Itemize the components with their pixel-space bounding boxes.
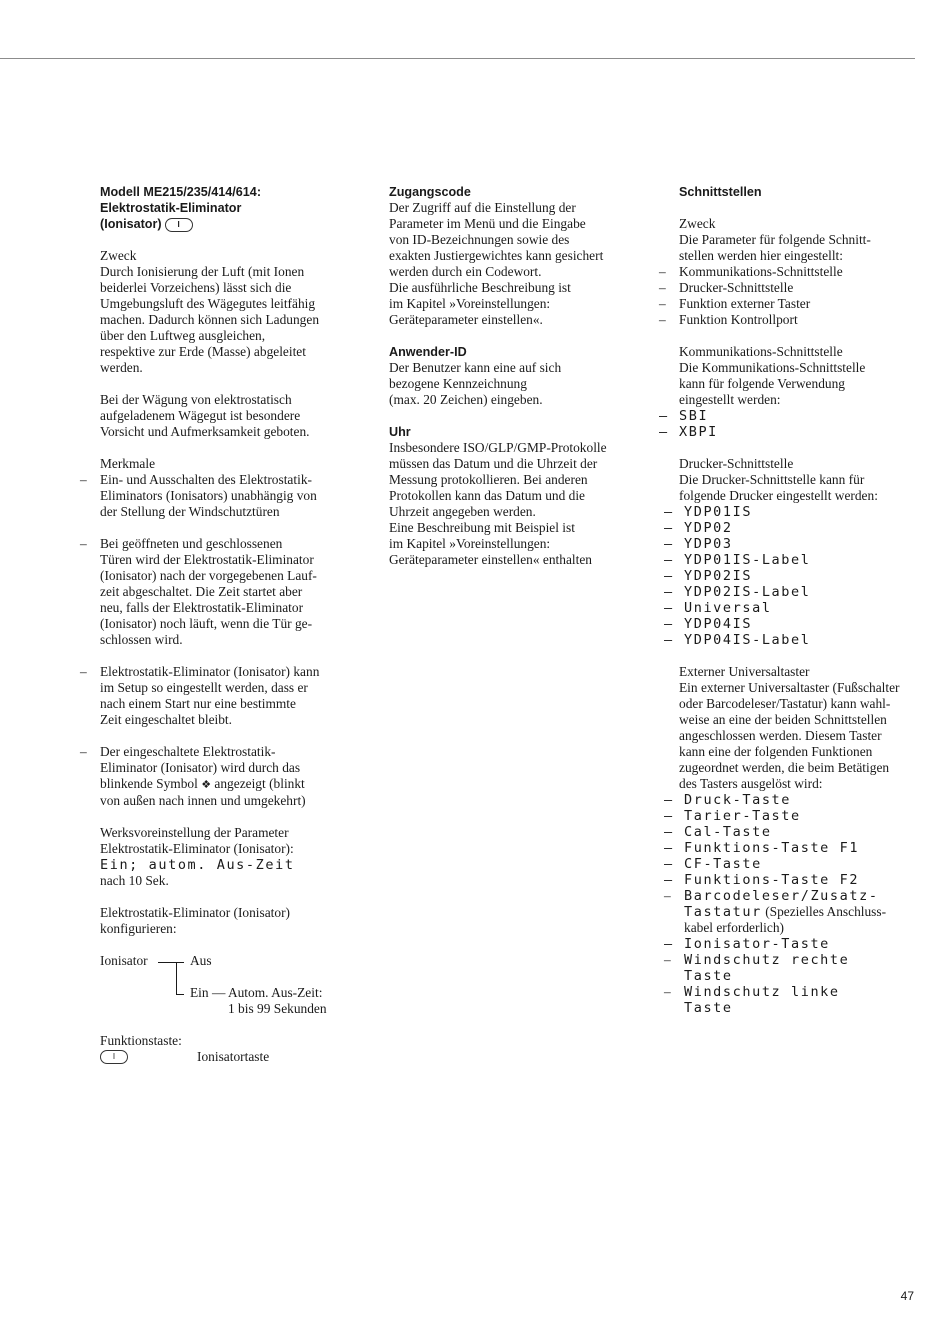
tree-branch (176, 962, 177, 994)
column-ionisator (100, 184, 350, 1065)
list-item: – Drucker-Schnittstelle (679, 280, 924, 296)
merkmal-item: – Elektrostatik-Eliminator (Ionisator) kann im Setup so eingestellt werden, dass er nach einem Start nur eine bestimmte Zeit eingeschaltet bleibt. (100, 664, 350, 728)
drucker-text: Die Drucker-Schnittstelle kann für folgende Drucker eingestellt werden: (679, 472, 878, 503)
list-item: – Cal-Taste (684, 824, 924, 840)
list-item: – Windschutz rechte Taste (684, 952, 924, 984)
zugangscode-text: Der Zugriff auf die Einstellung der Parameter im Menü und die Eingabe von ID-Bezeichnungen sowie des exakten Justiergewichtes kann gesichert werden durch ein Codewort. Die ausführliche Beschreibung ist im Kapitel »Voreinstellungen: Geräteparameter einstellen«. (389, 200, 604, 327)
list-item: – Ionisator-Taste (684, 936, 924, 952)
list-item: – YDP04IS-Label (684, 632, 924, 648)
list-item: – XBPI (679, 424, 924, 440)
tree-root: Ionisator (100, 953, 148, 968)
list-item: – YDP02 (684, 520, 924, 536)
funktionstaste-title: Funktionstaste: (100, 1033, 182, 1048)
schnittstellen-title: Schnittstellen (679, 185, 762, 199)
list-item: – Funktions-Taste F1 (684, 840, 924, 856)
config-text: Elektrostatik-Eliminator (Ionisator) konfigurieren: (100, 905, 291, 936)
anwender-title: Anwender-ID (389, 345, 467, 359)
uhr-text: Insbesondere ISO/GLP/GMP-Protokolle müssen das Datum und die Uhrzeit der Messung protokollieren. Bei anderen Protokollen kann das Datum und die Uhrzeit angegeben werden. Eine Beschreibung mit Beispiel ist im Kapitel »Voreinstellungen: Geräteparameter einstellen« enthalten (389, 440, 607, 567)
werks-default-value: Ein; autom. Aus-Zeit (100, 857, 295, 873)
komm-title: Kommunikations-Schnittstelle (679, 344, 843, 359)
page-number: 47 (900, 1289, 914, 1303)
anwender-text: Der Benutzer kann eine auf sich bezogene Kennzeichnung (max. 20 Zeichen) eingeben. (389, 360, 562, 407)
zweck-title: Zweck (100, 248, 137, 263)
list-item: – CF-Taste (684, 856, 924, 872)
list-item: – YDP03 (684, 536, 924, 552)
list-item: – Universal (684, 600, 924, 616)
tree-option-aus: Aus (190, 953, 212, 968)
list-item: – YDP04IS (684, 616, 924, 632)
drucker-title: Drucker-Schnittstelle (679, 456, 794, 471)
zweck-text: Durch Ionisierung der Luft (mit Ionen beiderlei Vorzeichens) lässt sich die Umgebungsluft des Wägegutes leitfähig machen. Dadurch können sich Ladungen über den Luftweg ausgleichen, respektive zur Erde (Masse) abgeleitet werden. (100, 264, 320, 375)
list-item: – YDP02IS (684, 568, 924, 584)
uhr-title: Uhr (389, 425, 411, 439)
column-schnittstellen (679, 184, 924, 1016)
schnitt-zweck-text: Die Parameter für folgende Schnitt- stellen werden hier eingestellt: (679, 232, 871, 263)
ionisator-key-icon: I (100, 1050, 128, 1064)
schnitt-zweck-title: Zweck (679, 216, 716, 231)
tree-option-ein: Ein — Autom. Aus-Zeit: (190, 985, 323, 1000)
list-item: – YDP01IS (684, 504, 924, 520)
ionisator-key-icon: I (165, 218, 193, 232)
list-item: – Kommunikations-Schnittstelle (679, 264, 924, 280)
funktionstaste-label: Ionisatortaste (197, 1049, 270, 1064)
top-rule (0, 58, 915, 59)
list-item: – Barcodeleser/Zusatz- Tastatur (Spezielles Anschluss- kabel erforderlich) (684, 888, 924, 936)
extern-title: Externer Universaltaster (679, 664, 810, 679)
caution-text: Bei der Wägung von elektrostatisch aufgeladenem Wägegut ist besondere Vorsicht und Aufmerksamkeit geboten. (100, 392, 310, 439)
list-item: – Funktion externer Taster (679, 296, 924, 312)
tree-branch (176, 994, 184, 995)
merkmal-item: – Bei geöffneten und geschlossenen Türen wird der Elektrostatik-Eliminator (Ionisator) nach der vorgegebenen Lauf- zeit abgeschaltet. Die Zeit startet aber neu, falls der Elektrostatik-Eliminator (Ionisator) noch läuft, wenn die Tür ge- schlossen wird. (100, 536, 350, 648)
list-item: – Windschutz linke Taste (684, 984, 924, 1016)
ionisator-config-tree (100, 953, 350, 1017)
merkmal-item: – Ein- und Ausschalten des Elektrostatik- Eliminators (Ionisators) unabhängig von der Stellung der Windschutztüren (100, 472, 350, 520)
ionisator-symbol-icon: ❖ (201, 778, 212, 791)
extern-text: Ein externer Universaltaster (Fußschalter oder Barcodeleser/Tastatur) kann wahl- weise an eine der beiden Schnittstellen angeschlossen werden. Diesem Taster kann eine der folgenden Funktionen zugeordnet werden, die beim Betätigen des Tasters ausgelöst wird: (679, 680, 900, 791)
ionisator-heading: Modell ME215/235/414/614: Elektrostatik-Eliminator (Ionisator) I (100, 185, 262, 231)
tree-branch (158, 962, 184, 963)
werksvoreinstellung: Werksvoreinstellung der Parameter Elektrostatik-Eliminator (Ionisator): Ein; autom. Aus-Zeit nach 10 Sek. (100, 825, 350, 889)
funktionstaste-row (100, 1049, 350, 1065)
zugangscode-title: Zugangscode (389, 185, 471, 199)
komm-text: Die Kommunikations-Schnittstelle kann für folgende Verwendung eingestellt werden: (679, 360, 866, 407)
list-item: – Druck-Taste (684, 792, 924, 808)
merkmal-item: – Der eingeschaltete Elektrostatik- Eliminator (Ionisator) wird durch das blinkende Symbol ❖ angezeigt (blinkt von außen nach innen und umgekehrt) (100, 744, 350, 809)
list-item: – SBI (679, 408, 924, 424)
merkmale-title: Merkmale (100, 456, 156, 471)
list-item: – YDP02IS-Label (684, 584, 924, 600)
list-item: – Funktions-Taste F2 (684, 872, 924, 888)
column-zugang (389, 184, 634, 568)
list-item: – Funktion Kontrollport (679, 312, 924, 328)
list-item: – Tarier-Taste (684, 808, 924, 824)
list-item: – YDP01IS-Label (684, 552, 924, 568)
tree-option-detail: 1 bis 99 Sekunden (228, 1001, 327, 1016)
